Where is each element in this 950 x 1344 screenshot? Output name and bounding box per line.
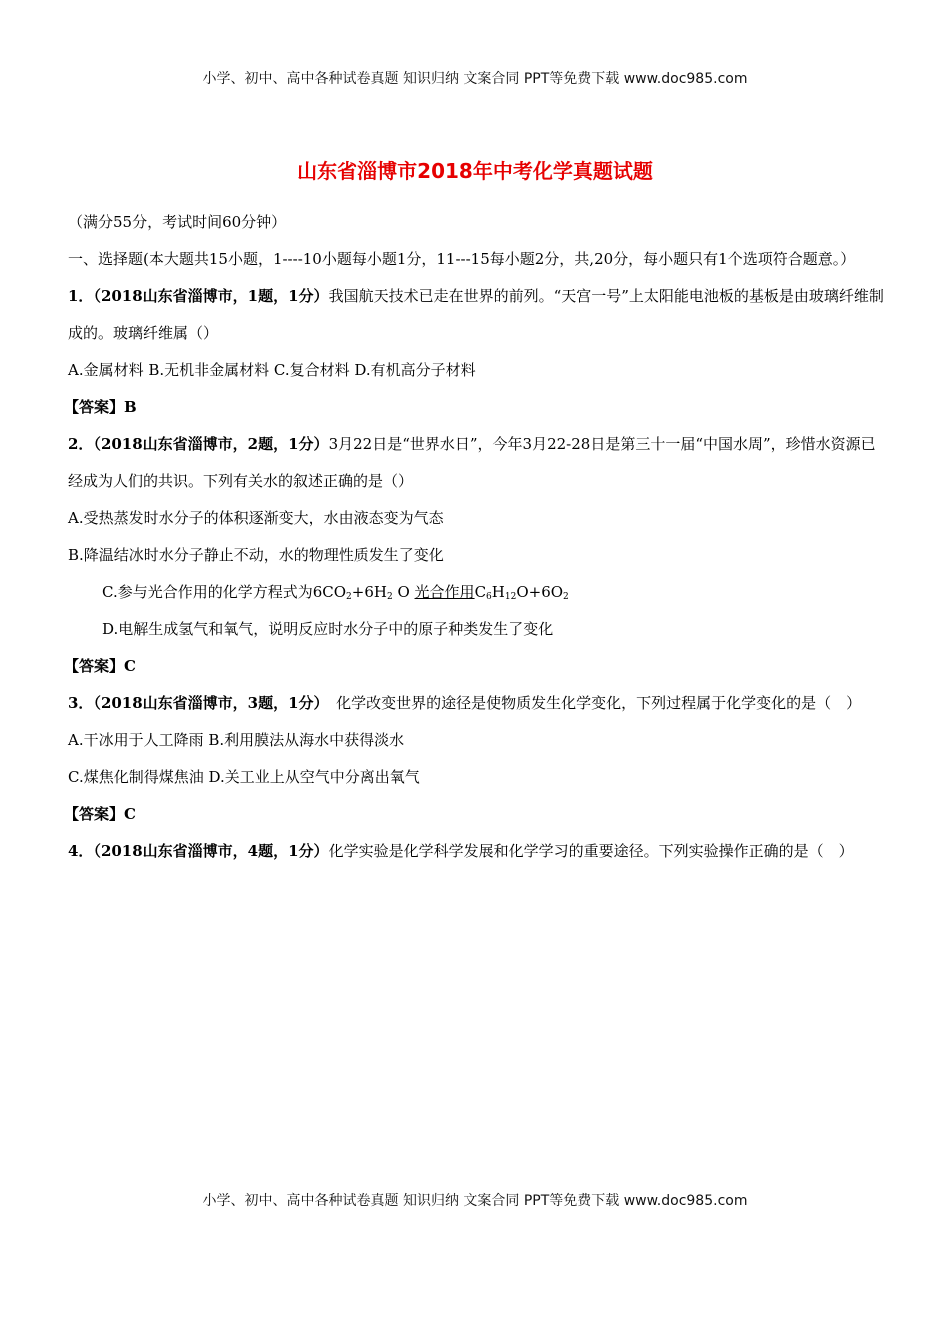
answer-2: 【答案】C [64, 657, 136, 675]
question-number: 2． [68, 435, 94, 453]
equation-text: O+6O [516, 583, 564, 601]
section-heading: 一、选择题(本大题共15小题，1----10小题每小题1分，11---15每小题2分，共,20分，每小题只有1个选项符合题意。） [68, 250, 856, 268]
question-3-options-row-2: C.煤焦化制得煤焦油 D.关工业上从空气中分离出氧气 [68, 768, 420, 786]
question-source: （2018山东省淄博市，3题，1分） [93, 694, 322, 712]
answer-1: 【答案】B [64, 398, 137, 416]
question-number: 4． [68, 842, 94, 860]
equation-text: H [491, 583, 505, 601]
question-3 [68, 685, 884, 722]
subscript: 2 [386, 592, 393, 602]
exam-info: （满分55分，考试时间60分钟） [68, 213, 287, 231]
question-1 [68, 278, 884, 352]
document-body [64, 204, 884, 870]
question-4 [68, 833, 884, 870]
subscript: 6 [486, 592, 492, 602]
page-title: 山东省淄博市2018年中考化学真题试题 [297, 159, 653, 183]
question-3-options-row-1: A.干冰用于人工降雨 B.利用膜法从海水中获得淡水 [68, 731, 405, 749]
equation-text: C [474, 583, 487, 601]
equation-text: +6H [351, 583, 387, 601]
question-stem: 化学实验是化学科学发展和化学学习的重要途径。下列实验操作正确的是（ ） [328, 842, 854, 860]
equation-text: O [392, 583, 415, 601]
question-number: 1． [68, 287, 94, 305]
question-source: （2018山东省淄博市，2题，1分） [93, 435, 329, 453]
header-banner: 小学、初中、高中各种试卷真题 知识归纳 文案合同 PPT等免费下载 www.doc985.com [202, 71, 748, 87]
question-2-option-b: B.降温结冰时水分子静止不动，水的物理性质发生了变化 [68, 546, 444, 564]
question-2-option-d: D.电解生成氢气和氧气，说明反应时水分子中的原子种类发生了变化 [102, 620, 554, 638]
question-stem: 我国航天技术已走在世界的前列。“天宫一号”上太阳能电池板的基板是由玻璃纤维制成的。玻璃纤维属（） [68, 287, 884, 342]
subscript: 2 [563, 592, 569, 602]
subscript: 12 [504, 592, 517, 602]
question-2-option-c [68, 574, 884, 611]
question-number: 3． [68, 694, 94, 712]
question-source: （2018山东省淄博市，4题，1分） [93, 842, 329, 860]
question-source: （2018山东省淄博市，1题，1分） [93, 287, 329, 305]
question-2-option-a: A.受热蒸发时水分子的体积逐渐变大，水由液态变为气态 [68, 509, 444, 527]
equation-text: C.参与光合作用的化学方程式为6CO [102, 583, 347, 601]
question-stem: 3月22日是“世界水日”，今年3月22-28日是第三十一届“中国水周”，珍惜水资源已经成为人们的共识。下列有关水的叙述正确的是（） [68, 435, 876, 490]
question-2 [68, 426, 884, 500]
answer-3: 【答案】C [64, 805, 136, 823]
question-stem: 化学改变世界的途径是使物质发生化学变化，下列过程属于化学变化的是（ ） [321, 694, 862, 712]
question-1-options: A.金属材料 B.无机非金属材料 C.复合材料 D.有机高分子材料 [68, 361, 476, 379]
footer-banner: 小学、初中、高中各种试卷真题 知识归纳 文案合同 PPT等免费下载 www.doc985.com [202, 1193, 748, 1209]
subscript: 2 [346, 592, 352, 602]
reaction-condition: 光合作用 [414, 583, 475, 601]
